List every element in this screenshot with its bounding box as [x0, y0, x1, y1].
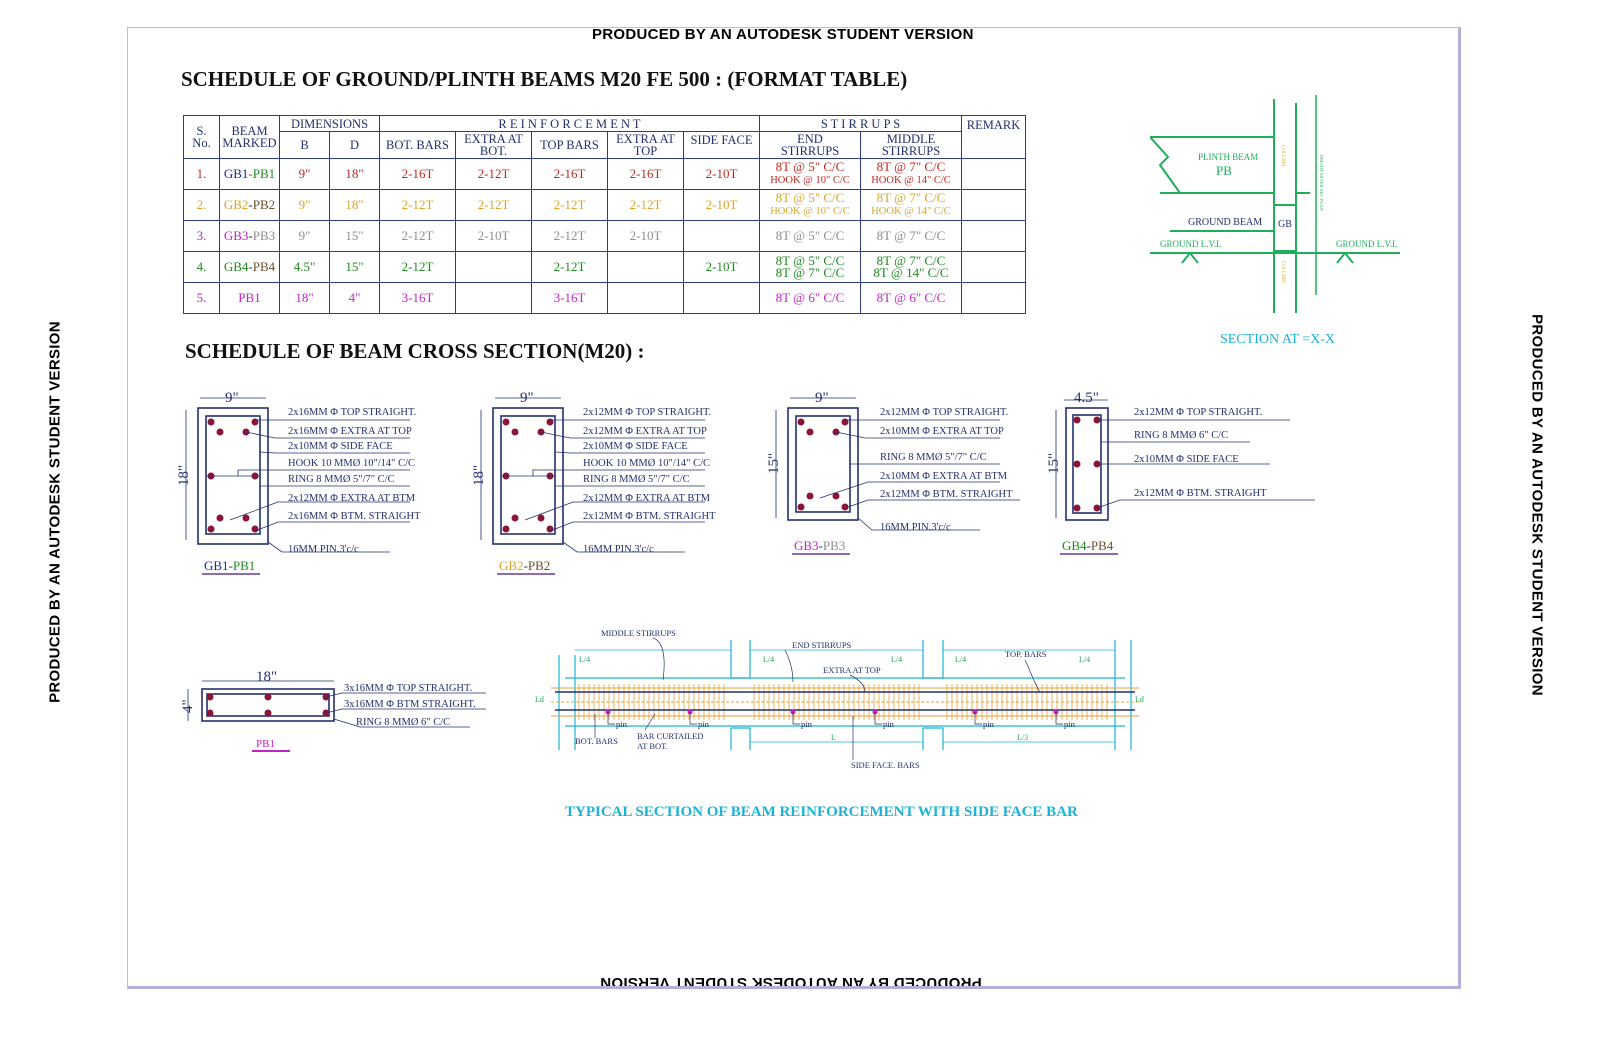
s2-label-4: HOOK 10 MMØ 10"/14" C/C	[583, 458, 710, 469]
cell-bot: 2-12T	[380, 252, 456, 283]
bar-curtailed-label-2: AT BOT.	[637, 741, 668, 751]
beam-pb: PB1	[252, 166, 276, 181]
end-stirrups-label: END STIRRUPS	[792, 640, 852, 650]
pin-label: pin	[1064, 719, 1075, 729]
end-line-2: 8T @ 7" C/C	[775, 265, 845, 280]
cell-top: 3-16T	[532, 283, 608, 314]
header-beam	[220, 116, 280, 159]
s2-label-2: 2x12MM Φ EXTRA AT TOP	[583, 426, 707, 437]
s3-label-1: 2x12MM Φ TOP STRAIGHT.	[880, 407, 1009, 418]
s3-label-4: 2x10MM Φ EXTRA AT BTM	[880, 471, 1008, 482]
top-bars-label: TOP. BARS	[1005, 649, 1047, 659]
cell-mid-stirrups	[861, 159, 962, 190]
l4-label: L/4	[579, 655, 591, 664]
beam-sep: -	[248, 197, 253, 212]
end-line-1: 8T @ 5" C/C	[775, 159, 845, 174]
cell-d: 15"	[330, 221, 380, 252]
s1-label-2: 2x16MM Φ EXTRA AT TOP	[288, 426, 412, 437]
section-gb2-pb2	[471, 390, 716, 574]
s1-label-4: HOOK 10 MMØ 10"/14" C/C	[288, 458, 415, 469]
cell-beam	[220, 221, 280, 252]
cell-end-stirrups: 8T @ 6" C/C	[760, 283, 861, 314]
cell-d: 4"	[330, 283, 380, 314]
mid-line-1: 8T @ 7" C/C	[876, 190, 946, 205]
s3-name-sep: -	[818, 538, 823, 553]
cell-end-stirrups	[760, 159, 861, 190]
depth-dim: 18"	[471, 464, 487, 486]
s1-label-6: 2x12MM Φ EXTRA AT BTM	[288, 493, 416, 504]
pin-label: pin	[801, 719, 812, 729]
width-dim: 9"	[520, 390, 534, 406]
cell-top: 2-12T	[532, 221, 608, 252]
pb-label: PB	[1216, 163, 1232, 178]
cell-mid-stirrups	[861, 190, 962, 221]
header-beam-2: MARKED	[222, 136, 277, 150]
s4-label-2: RING 8 MMØ 6" C/C	[1134, 430, 1229, 441]
s3-name-gb: GB3	[794, 538, 819, 553]
cell-remark	[962, 190, 1026, 221]
mid-line-2: HOOK @ 14" C/C	[871, 206, 951, 217]
s1-label-7: 2x16MM Φ BTM. STRAIGHT	[288, 511, 421, 522]
cell-remark	[962, 252, 1026, 283]
mid-line-2: HOOK @ 14" C/C	[871, 175, 951, 186]
beam-elevation-diagram	[535, 630, 1175, 790]
s2-label-3: 2x10MM Φ SIDE FACE	[583, 441, 688, 452]
header-sno: S. No.	[184, 116, 220, 159]
header-beam-1: BEAM	[231, 124, 268, 138]
depth-dim: 15"	[766, 452, 782, 474]
bar-curtailed-label: BAR CURTAILED	[637, 731, 704, 741]
header-top-bars: TOP BARS	[532, 132, 608, 159]
s2-name-sep: -	[523, 558, 528, 573]
l3-label: L/3	[1017, 733, 1029, 742]
depth-dim: 15"	[1046, 452, 1062, 474]
pin-label: pin	[983, 719, 994, 729]
s1-name-gb: GB1	[204, 558, 229, 573]
cell-bot: 3-16T	[380, 283, 456, 314]
plinth-beam-label: PLINTH BEAM	[1198, 152, 1259, 162]
width-dim: 9"	[225, 390, 239, 406]
beam-pb: PB2	[252, 197, 276, 212]
depth-dim: 4"	[180, 699, 196, 713]
cell-extra-bot: 2-12T	[456, 190, 532, 221]
header-extra-top-1: EXTRA AT	[616, 132, 675, 146]
cell-sno: 3.	[184, 221, 220, 252]
cell-b: 4.5"	[280, 252, 330, 283]
l4-label: L/4	[891, 655, 903, 664]
extra-at-top-label: EXTRA AT TOP	[823, 665, 881, 675]
s5-name: PB1	[256, 738, 275, 750]
cell-remark	[962, 221, 1026, 252]
s2-label-7: 2x12MM Φ BTM. STRAIGHT	[583, 511, 716, 522]
header-extra-top-2: TOP	[633, 144, 658, 158]
height-note: HEIGHT AS PER ARC PLAN	[1319, 155, 1324, 211]
ground-beam-label: GROUND BEAM	[1188, 217, 1263, 228]
s3-label-3: RING 8 MMØ 5"/7" C/C	[880, 452, 987, 463]
cell-side	[684, 221, 760, 252]
cell-d: 15"	[330, 252, 380, 283]
column-label-top: COLUMN	[1280, 145, 1285, 167]
cell-end-stirrups	[760, 190, 861, 221]
section-pb1	[180, 669, 486, 751]
end-line-2: HOOK @ 10" C/C	[770, 175, 850, 186]
header-extra-top	[608, 132, 684, 159]
s3-pin: 16MM PIN.3'c/c	[880, 522, 951, 533]
cell-bot: 2-12T	[380, 190, 456, 221]
mid-line-1: 8T @ 7" C/C	[876, 253, 946, 268]
header-bot-bars: BOT. BARS	[380, 132, 456, 159]
s1-label-3: 2x10MM Φ SIDE FACE	[288, 441, 393, 452]
cell-remark	[962, 283, 1026, 314]
section-gb1-pb1	[176, 390, 421, 574]
header-mid-1: MIDDLE	[886, 132, 936, 146]
cell-extra-bot	[456, 252, 532, 283]
s5-label-1: 3x16MM Φ TOP STRAIGHT.	[344, 683, 473, 694]
ground-lvl-right: GROUND L.V.L	[1336, 239, 1398, 249]
schedule-title: SCHEDULE OF GROUND/PLINTH BEAMS M20 FE 500 : (FORMAT TABLE)	[181, 67, 908, 91]
svg-text:GB4-PB4	[1062, 538, 1114, 553]
beam-pb: PB4	[252, 259, 276, 274]
mid-line-1: 8T @ 7" C/C	[876, 159, 946, 174]
pin-label: pin	[616, 719, 627, 729]
s5-label-3: RING 8 MMØ 6" C/C	[356, 717, 451, 728]
s2-name-gb: GB2	[499, 558, 524, 573]
cell-d: 18"	[330, 190, 380, 221]
table-row	[184, 190, 1026, 221]
cell-top: 2-12T	[532, 252, 608, 283]
s3-label-2: 2x10MM Φ EXTRA AT TOP	[880, 426, 1004, 437]
beam-gb: GB4	[223, 259, 249, 274]
s5-label-2: 3x16MM Φ BTM STRAIGHT.	[344, 699, 476, 710]
cell-extra-bot: 2-12T	[456, 159, 532, 190]
header-extra-bot-1: EXTRA AT	[464, 132, 523, 146]
s4-name-pb: PB4	[1090, 538, 1114, 553]
cell-side	[684, 283, 760, 314]
side-face-bars-label: SIDE FACE. BARS	[851, 760, 920, 770]
l4-label: L/4	[1079, 655, 1091, 664]
cell-sno: 4.	[184, 252, 220, 283]
header-d: D	[330, 132, 380, 159]
header-remark: REMARK	[962, 116, 1026, 159]
cell-extra-top	[608, 252, 684, 283]
l-label: L	[831, 733, 836, 742]
cell-top: 2-16T	[532, 159, 608, 190]
beam-gb: GB3	[223, 228, 249, 243]
s4-name-gb: GB4	[1062, 538, 1087, 553]
ld-right: Ld	[1135, 695, 1144, 704]
header-middle-stirrups	[861, 132, 962, 159]
gb-label: GB	[1278, 219, 1292, 230]
cell-b: 9"	[280, 159, 330, 190]
s3-label-5: 2x12MM Φ BTM. STRAIGHT	[880, 489, 1013, 500]
pin-label: pin	[698, 719, 709, 729]
l4-label: L/4	[955, 655, 967, 664]
cell-end-stirrups: 8T @ 5" C/C	[760, 221, 861, 252]
cell-mid-stirrups: 8T @ 7" C/C	[861, 221, 962, 252]
cell-extra-bot: 2-10T	[456, 221, 532, 252]
table-row	[184, 221, 1026, 252]
table-row	[184, 159, 1026, 190]
cell-extra-top: 2-12T	[608, 190, 684, 221]
cell-extra-bot	[456, 283, 532, 314]
cell-beam	[220, 159, 280, 190]
cell-mid-stirrups: 8T @ 6" C/C	[861, 283, 962, 314]
cross-section-title: SCHEDULE OF BEAM CROSS SECTION(M20) :	[185, 339, 645, 363]
watermark-right: PRODUCED BY AN AUTODESK STUDENT VERSION	[1528, 314, 1546, 696]
beam-sep: -	[248, 166, 253, 181]
cell-mid-stirrups	[861, 252, 962, 283]
depth-dim: 18"	[176, 464, 192, 486]
s2-label-6: 2x12MM Φ EXTRA AT BTM	[583, 493, 711, 504]
cell-top: 2-12T	[532, 190, 608, 221]
cell-beam: PB1	[220, 283, 280, 314]
cell-beam	[220, 252, 280, 283]
cell-bot: 2-16T	[380, 159, 456, 190]
header-reinforcement: R E I N F O R C E M E N T	[380, 116, 760, 132]
s2-label-5: RING 8 MMØ 5"/7" C/C	[583, 474, 690, 485]
end-line-1: 8T @ 5" C/C	[775, 253, 845, 268]
mid-line-2: 8T @ 14" C/C	[873, 265, 949, 280]
watermark-left: PRODUCED BY AN AUTODESK STUDENT VERSION	[46, 321, 64, 703]
s4-name-sep: -	[1086, 538, 1091, 553]
section-gb4-pb4	[1046, 390, 1315, 554]
cell-extra-top: 2-16T	[608, 159, 684, 190]
header-extra-bot	[456, 132, 532, 159]
s1-label-1: 2x16MM Φ TOP STRAIGHT.	[288, 407, 417, 418]
l4-label: L/4	[763, 655, 775, 664]
header-extra-bot-2: BOT.	[479, 144, 508, 158]
s2-label-1: 2x12MM Φ TOP STRAIGHT.	[583, 407, 712, 418]
beam-sep: -	[248, 259, 253, 274]
beam-schedule-table	[183, 115, 1026, 314]
column-label-bottom: COLUMN	[1280, 261, 1285, 283]
header-end-stirrups	[760, 132, 861, 159]
cell-side: 2-10T	[684, 190, 760, 221]
svg-text:GB2-PB2	[499, 558, 550, 573]
end-line-2: HOOK @ 10" C/C	[770, 206, 850, 217]
header-side-face: SIDE FACE	[684, 132, 760, 159]
cell-side: 2-10T	[684, 252, 760, 283]
end-line-1: 8T @ 5" C/C	[775, 190, 845, 205]
width-dim: 9"	[815, 390, 829, 406]
cell-b: 18"	[280, 283, 330, 314]
header-stirrups: S T I R R U P S	[760, 116, 962, 132]
beam-gb: GB1	[223, 166, 249, 181]
watermark-bottom: PRODUCED BY AN AUTODESK STUDENT VERSION	[600, 974, 982, 991]
s1-pin: 16MM PIN.3'c/c	[288, 544, 359, 555]
s2-pin: 16MM PIN.3'c/c	[583, 544, 654, 555]
s2-name-pb: PB2	[527, 558, 551, 573]
s1-label-5: RING 8 MMØ 5"/7" C/C	[288, 474, 395, 485]
cell-extra-top: 2-10T	[608, 221, 684, 252]
section-xx-diagram	[1150, 95, 1430, 355]
header-mid-2: STIRRUPS	[881, 144, 941, 158]
cell-end-stirrups	[760, 252, 861, 283]
typical-section-title: TYPICAL SECTION OF BEAM REINFORCEMENT WITH SIDE FACE BAR	[565, 804, 1078, 820]
svg-text:GB3-PB3	[794, 538, 845, 553]
header-end-1: END	[797, 132, 823, 146]
header-dimensions: DIMENSIONS	[280, 116, 380, 132]
s1-name-sep: -	[228, 558, 233, 573]
ld-left: Ld	[535, 695, 544, 704]
svg-text:GB1-PB1	[204, 558, 255, 573]
ground-lvl-left: GROUND L.V.L	[1160, 239, 1222, 249]
beam-sep: -	[248, 228, 253, 243]
s4-label-1: 2x12MM Φ TOP STRAIGHT.	[1134, 407, 1263, 418]
s4-label-3: 2x10MM Φ SIDE FACE	[1134, 454, 1239, 465]
pin-label: pin	[883, 719, 894, 729]
bot-bars-label: BOT. BARS	[575, 736, 618, 746]
cell-d: 18"	[330, 159, 380, 190]
width-dim: 4.5"	[1074, 390, 1099, 406]
table-row	[184, 252, 1026, 283]
cell-sno: 1.	[184, 159, 220, 190]
cell-b: 9"	[280, 221, 330, 252]
cell-sno: 5.	[184, 283, 220, 314]
s3-name-pb: PB3	[822, 538, 846, 553]
s1-name-pb: PB1	[232, 558, 256, 573]
cell-extra-top	[608, 283, 684, 314]
section-xx-title: SECTION AT =X-X	[1220, 332, 1335, 347]
header-b: B	[280, 132, 330, 159]
cell-remark	[962, 159, 1026, 190]
section-gb3-pb3	[766, 390, 1020, 554]
width-dim: 18"	[256, 669, 278, 685]
middle-stirrups-label: MIDDLE STIRRUPS	[601, 630, 676, 638]
cell-beam	[220, 190, 280, 221]
beam-gb: GB2	[223, 197, 249, 212]
header-end-2: STIRRUPS	[780, 144, 840, 158]
s4-label-4: 2x12MM Φ BTM. STRAIGHT	[1134, 488, 1267, 499]
beam-pb: PB3	[252, 228, 276, 243]
cell-side: 2-10T	[684, 159, 760, 190]
cell-b: 9"	[280, 190, 330, 221]
cell-sno: 2.	[184, 190, 220, 221]
watermark-top: PRODUCED BY AN AUTODESK STUDENT VERSION	[592, 26, 974, 43]
table-row	[184, 283, 1026, 314]
cell-bot: 2-12T	[380, 221, 456, 252]
